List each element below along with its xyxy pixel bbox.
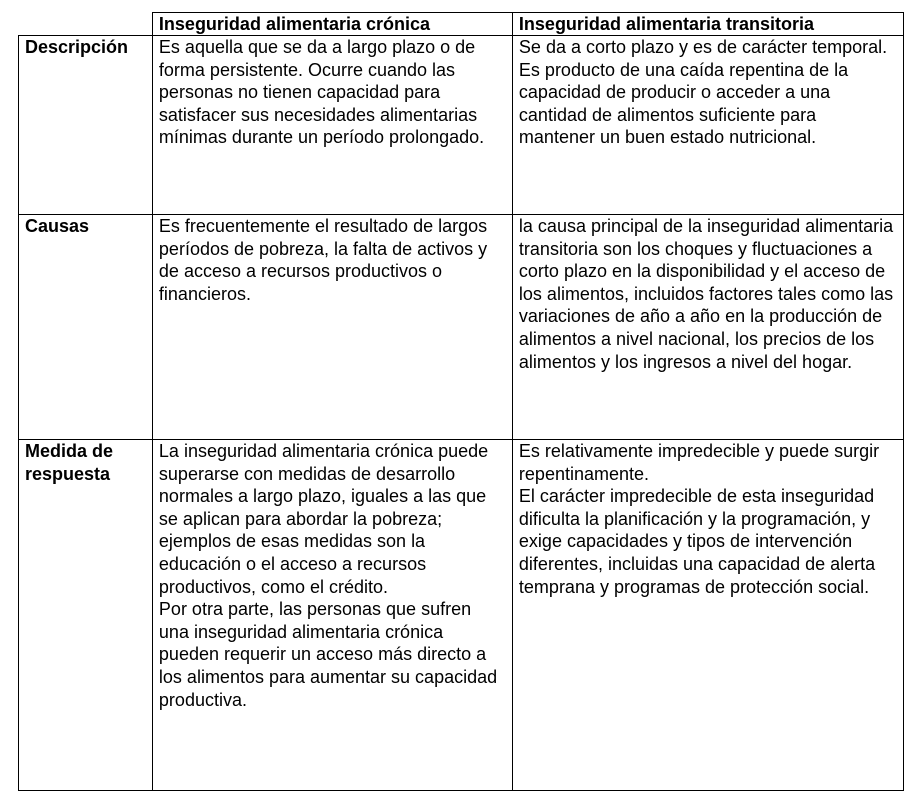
cell-causas-transitoria [512, 215, 903, 440]
column-header-transitoria: Inseguridad alimentaria transitoria [512, 13, 903, 36]
cell-text: La inseguridad alimentaria crónica puede superarse con medidas de desarrollo normales a largo plazo, iguales a las que se aplican para abordar la pobreza; ejemplos de esas medidas son la educación o el acceso a recursos productivos, como el crédito. [158, 441, 489, 597]
table-row-causas [19, 215, 904, 440]
cell-descripcion-cronica [152, 36, 512, 215]
cell-text: la causa principal de la inseguridad alimentaria transitoria son los choques y fluctuaciones a corto plazo en la disponibilidad y el acceso de los alimentos, incluidos factores tales como las variaciones de año a año en la producción de alimentos a nivel nacional, los precios de los alimentos y los ingresos a nivel del hogar. [518, 216, 894, 372]
cell-text: Es frecuentemente el resultado de largos períodos de pobreza, la falta de activos y de acceso a recursos productivos o financieros. [158, 216, 488, 304]
row-label-descripcion: Descripción [19, 36, 153, 215]
cell-text: Por otra parte, las personas que sufren una inseguridad alimentaria crónica pueden requerir un acceso más directo a los alimentos para aumentar su capacidad productiva. [158, 599, 498, 710]
table-corner-cell [19, 13, 153, 36]
column-header-cronica: Inseguridad alimentaria crónica [152, 13, 512, 36]
cell-text: Se da a corto plazo y es de carácter temporal. [518, 37, 888, 57]
table-header-row [19, 13, 904, 36]
cell-text: El carácter impredecible de esta inseguridad dificulta la planificación y la programación, y exige capacidades y tipos de intervención diferentes, incluidas una capacidad de alerta temprana y programas de protección social. [518, 486, 876, 597]
table-row-medida-de-respuesta [19, 440, 904, 791]
cell-text: Es producto de una caída repentina de la capacidad de producir o acceder a una cantidad de alimentos suficiente para mantener un buen estado nutricional. [518, 59, 849, 148]
row-label-causas: Causas [19, 215, 153, 440]
table-row-descripcion [19, 36, 904, 215]
cell-causas-cronica [152, 215, 512, 440]
cell-text: Es aquella que se da a largo plazo o de forma persistente. Ocurre cuando las personas no tienen capacidad para satisfacer sus necesidades alimentarias mínimas durante un período prolongado. [158, 37, 485, 148]
food-insecurity-comparison-table [18, 12, 904, 791]
cell-medida-transitoria [512, 440, 903, 791]
row-label-medida-de-respuesta: Medida de respuesta [19, 440, 153, 791]
cell-descripcion-transitoria [512, 36, 903, 215]
cell-medida-cronica [152, 440, 512, 791]
cell-text: Es relativamente impredecible y puede surgir repentinamente. [518, 441, 880, 484]
